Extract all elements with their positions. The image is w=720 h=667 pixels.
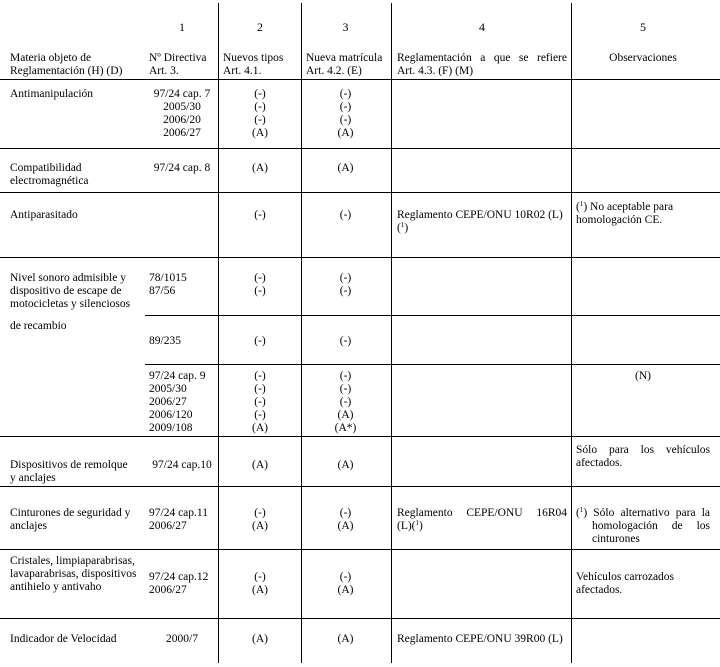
- header-reglamentacion-line2: Art. 4.3. (F) (M): [397, 65, 474, 77]
- header-matricula-line1: Nueva matrícula: [306, 52, 383, 64]
- row-cristales-matricula: (A): [337, 584, 354, 596]
- row-nivel-sonoro-nuevos: (-): [254, 396, 266, 408]
- row-nivel-sonoro-matricula: (-): [339, 370, 352, 382]
- row-antiparasitado-reglamentacion: Reglamento CEPE/ONU 10R02 (L): [397, 209, 563, 221]
- row-cinturones-matricula: (-): [339, 507, 352, 519]
- row-antiparasitado-matricula: (-): [339, 209, 352, 221]
- header-materia-line1: Materia objeto de: [10, 52, 92, 64]
- row-cinturones-matricula: (A): [337, 520, 354, 532]
- row-nivel-sonoro-matricula: (-): [339, 335, 352, 347]
- row-antiparasitado-observacion: homologación CE.: [576, 214, 663, 226]
- row-compatibilidad-nuevos: (A): [252, 162, 268, 174]
- row-velocidad-reglamentacion: Reglamento CEPE/ONU 39R00 (L): [397, 633, 563, 645]
- column-number-1: 1: [179, 20, 185, 34]
- row-cristales-materia: lavaparabrisas, dispositivos: [10, 568, 137, 580]
- header-nuevos-line1: Nuevos tipos: [223, 52, 284, 64]
- row-antimanipulacion-matricula: (-): [339, 114, 352, 126]
- row-remolque-directiva: 97/24 cap.10: [152, 459, 212, 471]
- row-nivel-sonoro-observacion: (N): [635, 370, 651, 382]
- row-compatibilidad-directiva: 97/24 cap. 8: [153, 162, 211, 174]
- row-nivel-sonoro-matricula: (-): [339, 272, 352, 284]
- row-compatibilidad-matricula: (A): [337, 162, 354, 174]
- row-antimanipulacion-materia: Antimanipulación: [10, 88, 94, 100]
- row-nivel-sonoro-nuevos: (-): [254, 285, 266, 297]
- row-cristales-observacion: afectados.: [576, 584, 623, 596]
- row-nivel-sonoro-matricula: (-): [339, 396, 352, 408]
- header-directiva-line1: Nº Directiva: [149, 52, 207, 64]
- row-velocidad-directiva: 2000/7: [166, 633, 198, 645]
- header-matricula-line2: Art. 4.2. (E): [306, 65, 362, 77]
- row-antimanipulacion-directiva: 2006/20: [163, 114, 201, 126]
- row-cristales-materia: antihielo y antivaho: [10, 581, 102, 593]
- row-cinturones-observacion: ($^1$) Sólo alternativo para la: [576, 506, 710, 519]
- row-remolque-materia: Dispositivos de remolque: [10, 459, 128, 471]
- row-nivel-sonoro-materia: de recambio: [10, 320, 67, 332]
- row-nivel-sonoro-directiva: 2006/27: [149, 396, 187, 408]
- column-number-3: 3: [342, 20, 349, 34]
- row-remolque-materia: y anclajes: [10, 472, 56, 484]
- row-nivel-sonoro-directiva: 2006/120: [149, 409, 193, 421]
- row-antiparasitado-observacion: ($^1$) No aceptable para: [576, 200, 674, 213]
- row-cristales-directiva: 2006/27: [149, 584, 187, 596]
- row-cristales-observacion: Vehículos carrozados: [576, 571, 675, 583]
- row-nivel-sonoro-matricula: (-): [339, 383, 352, 395]
- row-antiparasitado-materia: Antiparasitado: [10, 209, 78, 221]
- row-nivel-sonoro-nuevos: (-): [254, 272, 266, 284]
- row-compatibilidad-materia: electromagnética: [10, 175, 89, 187]
- header-materia-line2: Reglamentación (H) (D): [10, 65, 123, 77]
- row-cinturones-nuevos: (A): [252, 520, 268, 532]
- row-antimanipulacion-matricula: (-): [339, 88, 352, 100]
- row-nivel-sonoro-directiva: 78/1015: [149, 272, 187, 284]
- row-remolque-observacion: afectados.: [576, 457, 623, 469]
- row-antimanipulacion-directiva: 2005/30: [163, 101, 201, 113]
- row-antimanipulacion-nuevos: (A): [252, 127, 268, 139]
- row-cinturones-nuevos: (-): [254, 507, 266, 519]
- row-cristales-matricula: (-): [339, 571, 352, 583]
- row-cristales-materia: Cristales, limpiaparabrisas,: [10, 555, 135, 567]
- row-nivel-sonoro-nuevos: (-): [254, 370, 266, 382]
- row-nivel-sonoro-nuevos: (-): [254, 383, 266, 395]
- row-remolque-nuevos: (A): [252, 459, 268, 471]
- row-antiparasitado-nuevos: (-): [254, 209, 266, 221]
- row-nivel-sonoro-directiva: 2005/30: [149, 383, 187, 395]
- header-reglamentacion-line1: Reglamentación a que se refiere: [397, 52, 567, 64]
- row-remolque-observacion: Sólo para los vehículos: [576, 444, 710, 456]
- row-cinturones-observacion: homologación de los: [592, 520, 710, 532]
- row-antimanipulacion-directiva: 2006/27: [163, 127, 201, 139]
- header-directiva-line2: Art. 3.: [149, 65, 179, 77]
- row-cinturones-materia: Cinturones de seguridad y: [10, 507, 131, 519]
- row-nivel-sonoro-directiva: 89/235: [149, 335, 181, 347]
- row-antimanipulacion-nuevos: (-): [254, 88, 266, 100]
- row-antimanipulacion-nuevos: (-): [254, 101, 266, 113]
- column-number-2: 2: [257, 20, 263, 34]
- row-velocidad-nuevos: (A): [252, 633, 268, 645]
- column-number-5: 5: [640, 20, 646, 34]
- row-cinturones-directiva: 2006/27: [149, 520, 187, 532]
- row-cristales-directiva: 97/24 cap.12: [149, 571, 209, 583]
- row-nivel-sonoro-matricula: (A): [337, 409, 354, 421]
- row-nivel-sonoro-nuevos: (-): [254, 335, 266, 347]
- row-antimanipulacion-matricula: (A): [337, 127, 354, 139]
- row-remolque-matricula: (A): [337, 459, 354, 471]
- row-antimanipulacion-nuevos: (-): [254, 114, 266, 126]
- row-antiparasitado-reglamentacion-note: ($^1$): [397, 221, 409, 234]
- row-nivel-sonoro-materia: Nivel sonoro admisible y: [10, 272, 126, 284]
- row-cinturones-observacion: cinturones: [592, 533, 640, 545]
- row-cinturones-reglamentacion: Reglamento CEPE/ONU 16R04: [397, 507, 567, 519]
- row-cristales-nuevos: (-): [254, 571, 266, 583]
- row-nivel-sonoro-directiva: 87/56: [149, 285, 176, 297]
- column-number-4: 4: [479, 20, 485, 34]
- row-antimanipulacion-matricula: (-): [339, 101, 352, 113]
- row-nivel-sonoro-nuevos: (-): [254, 409, 266, 421]
- row-antimanipulacion-directiva: 97/24 cap. 7: [153, 88, 211, 100]
- row-cinturones-reglamentacion-note: (L)($^1$): [397, 519, 423, 532]
- row-cristales-nuevos: (A): [252, 584, 268, 596]
- row-nivel-sonoro-matricula: (-): [339, 285, 352, 297]
- row-cinturones-materia: anclajes: [10, 520, 48, 532]
- row-nivel-sonoro-materia: dispositivo de escape de: [10, 285, 122, 297]
- header-observaciones: Observaciones: [609, 52, 677, 64]
- row-nivel-sonoro-nuevos: (A): [252, 422, 268, 434]
- row-cinturones-directiva: 97/24 cap.11: [149, 507, 208, 519]
- row-nivel-sonoro-materia: motocicletas y silenciosos: [10, 298, 131, 310]
- row-nivel-sonoro-directiva: 2009/108: [149, 422, 193, 434]
- row-nivel-sonoro-directiva: 97/24 cap. 9: [149, 370, 206, 382]
- row-compatibilidad-materia: Compatibilidad: [10, 162, 82, 174]
- row-velocidad-matricula: (A): [337, 633, 354, 645]
- header-nuevos-line2: Art. 4.1.: [223, 65, 262, 77]
- row-nivel-sonoro-matricula: (A*): [334, 422, 357, 434]
- row-velocidad-materia: Indicador de Velocidad: [10, 633, 117, 645]
